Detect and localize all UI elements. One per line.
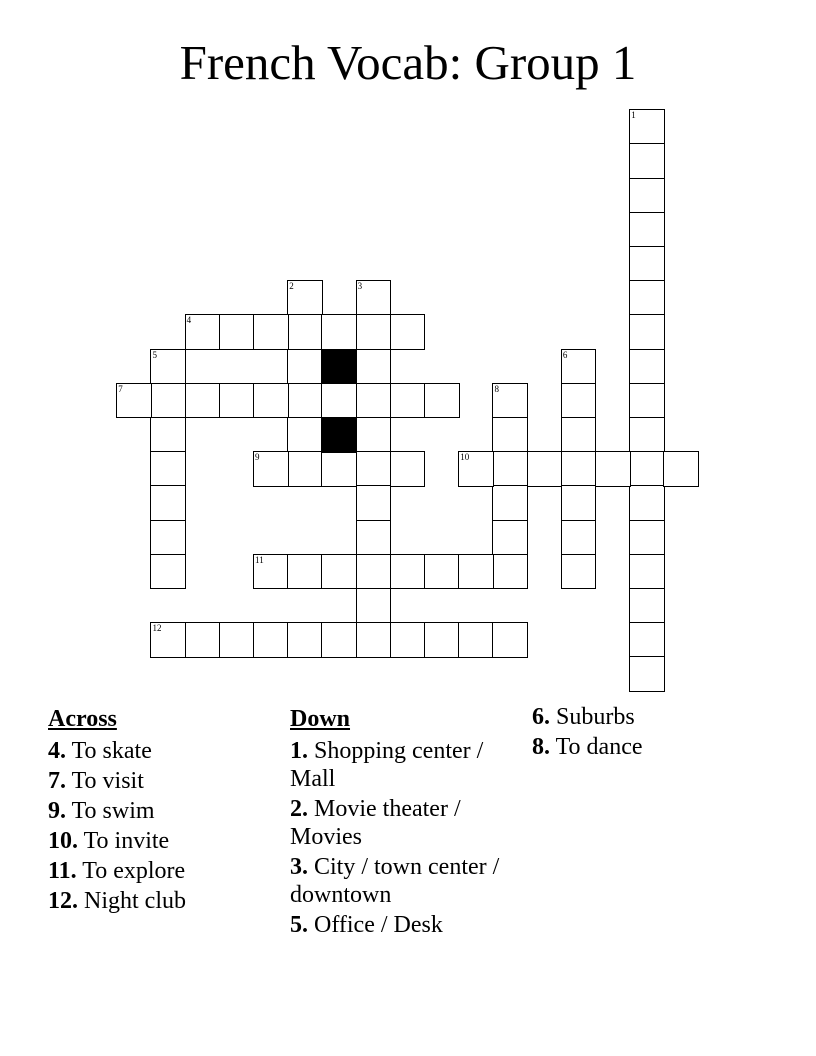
crossword-cell[interactable] <box>663 451 699 487</box>
crossword-cell[interactable] <box>629 314 665 350</box>
crossword-cell[interactable] <box>321 622 357 658</box>
crossword-cell[interactable] <box>629 485 665 521</box>
crossword-cell[interactable] <box>629 178 665 214</box>
crossword-cell[interactable] <box>492 417 528 453</box>
crossword-cell[interactable] <box>629 520 665 556</box>
crossword-cell[interactable] <box>390 451 426 487</box>
crossword-cell[interactable] <box>219 622 255 658</box>
crossword-cell[interactable] <box>219 383 255 419</box>
cell-number: 7 <box>118 383 123 394</box>
crossword-cell[interactable] <box>629 383 665 419</box>
crossword-cell[interactable] <box>150 451 186 487</box>
crossword-cell[interactable] <box>185 383 221 419</box>
crossword-cell[interactable] <box>561 554 597 590</box>
clue-across-7: 7. To visit <box>48 768 144 794</box>
crossword-cell[interactable] <box>629 554 665 590</box>
clue-across-9: 9. To swim <box>48 798 155 824</box>
crossword-cell[interactable] <box>390 554 426 590</box>
clue-down-6: 6. Suburbs <box>532 704 635 730</box>
crossword-cell[interactable] <box>629 588 665 624</box>
crossword-cell[interactable] <box>287 314 323 350</box>
crossword-cell[interactable] <box>287 554 323 590</box>
crossword-cell[interactable] <box>150 520 186 556</box>
crossword-cell[interactable] <box>629 246 665 282</box>
crossword-cell[interactable] <box>527 451 563 487</box>
crossword-cell[interactable] <box>253 554 289 590</box>
crossword-cell[interactable] <box>424 383 460 419</box>
clue-down-8: 8. To dance <box>532 734 643 760</box>
crossword-cell[interactable] <box>287 451 323 487</box>
crossword-cell[interactable] <box>458 451 494 487</box>
crossword-cell[interactable] <box>356 554 392 590</box>
crossword-cell[interactable] <box>629 417 665 453</box>
crossword-block-cell <box>321 417 357 453</box>
crossword-cell[interactable] <box>492 485 528 521</box>
crossword-cell[interactable] <box>356 280 392 316</box>
crossword-cell[interactable] <box>253 622 289 658</box>
crossword-cell[interactable] <box>424 622 460 658</box>
crossword-cell[interactable] <box>390 314 426 350</box>
crossword-cell[interactable] <box>253 314 289 350</box>
crossword-cell[interactable] <box>492 622 528 658</box>
cell-number: 5 <box>152 349 157 360</box>
crossword-cell[interactable] <box>253 383 289 419</box>
crossword-cell[interactable] <box>356 417 392 453</box>
crossword-cell[interactable] <box>253 451 289 487</box>
crossword-cell[interactable] <box>629 622 665 658</box>
crossword-cell[interactable] <box>356 588 392 624</box>
crossword-cell[interactable] <box>561 485 597 521</box>
crossword-block-cell <box>321 349 357 385</box>
down-clues-continued <box>532 703 772 763</box>
crossword-cell[interactable] <box>629 212 665 248</box>
crossword-cell[interactable] <box>150 554 186 590</box>
crossword-cell[interactable] <box>356 349 392 385</box>
crossword-cell[interactable] <box>458 622 494 658</box>
crossword-cell[interactable] <box>356 622 392 658</box>
crossword-cell[interactable] <box>356 485 392 521</box>
crossword-cell[interactable] <box>287 280 323 316</box>
crossword-cell[interactable] <box>492 383 528 419</box>
crossword-cell[interactable] <box>219 314 255 350</box>
crossword-cell[interactable] <box>321 554 357 590</box>
crossword-cell[interactable] <box>287 383 323 419</box>
clue-across-12: 12. Night club <box>48 888 186 914</box>
crossword-cell[interactable] <box>390 622 426 658</box>
down-clues <box>290 703 518 941</box>
crossword-cell[interactable] <box>356 451 392 487</box>
crossword-cell[interactable] <box>116 383 152 419</box>
cell-number: 2 <box>289 281 294 292</box>
crossword-cell[interactable] <box>356 314 392 350</box>
crossword-cell[interactable] <box>561 383 597 419</box>
crossword-cell[interactable] <box>150 622 186 658</box>
clue-down-5: 5. Office / Desk <box>290 912 443 938</box>
across-clues <box>48 703 278 917</box>
crossword-cell[interactable] <box>629 280 665 316</box>
crossword-cell[interactable] <box>561 349 597 385</box>
cell-number: 8 <box>494 383 499 394</box>
crossword-cell[interactable] <box>321 451 357 487</box>
crossword-cell[interactable] <box>287 349 323 385</box>
across-heading: Across <box>48 706 117 732</box>
down-heading: Down <box>290 706 351 732</box>
clue-across-11: 11. To explore <box>48 858 186 884</box>
crossword-cell[interactable] <box>321 314 357 350</box>
cell-number: 3 <box>357 281 363 292</box>
clue-across-10: 10. To invite <box>48 828 170 854</box>
cell-number: 10 <box>460 452 470 463</box>
crossword-cell[interactable] <box>356 383 392 419</box>
crossword-cell[interactable] <box>287 622 323 658</box>
crossword-cell[interactable] <box>150 383 186 419</box>
crossword-cell[interactable] <box>287 417 323 453</box>
clue-down-3: 3. City / town center / downtown <box>290 854 500 908</box>
cell-number: 4 <box>186 315 192 326</box>
crossword-cell[interactable] <box>561 451 597 487</box>
crossword-cell[interactable] <box>629 451 665 487</box>
crossword-cell[interactable] <box>629 143 665 179</box>
crossword-cell[interactable] <box>561 417 597 453</box>
clue-down-2: 2. Movie theater / Movies <box>290 796 461 850</box>
clue-down-1: 1. Shopping center / Mall <box>290 738 484 792</box>
crossword-cell[interactable] <box>150 485 186 521</box>
cell-number: 11 <box>255 554 264 565</box>
crossword-cell[interactable] <box>629 109 665 145</box>
crossword-cell[interactable] <box>458 554 494 590</box>
cell-number: 12 <box>152 623 162 634</box>
cell-number: 1 <box>631 110 636 121</box>
crossword-cell[interactable] <box>390 383 426 419</box>
crossword-cell[interactable] <box>595 451 631 487</box>
page-title: French Vocab: Group 1 <box>179 35 637 90</box>
crossword-cell[interactable] <box>185 622 221 658</box>
crossword-cell[interactable] <box>629 349 665 385</box>
clue-across-4: 4. To skate <box>48 738 152 764</box>
crossword-cell[interactable] <box>561 520 597 556</box>
crossword-cell[interactable] <box>629 656 665 692</box>
crossword-cell[interactable] <box>150 417 186 453</box>
crossword-cell[interactable] <box>424 554 460 590</box>
crossword-cell[interactable] <box>150 349 186 385</box>
cell-number: 6 <box>562 349 568 360</box>
crossword-cell[interactable] <box>492 451 528 487</box>
crossword-cell[interactable] <box>492 554 528 590</box>
crossword-cell[interactable] <box>356 520 392 556</box>
crossword-cell[interactable] <box>321 383 357 419</box>
crossword-cell[interactable] <box>185 314 221 350</box>
cell-number: 9 <box>255 452 260 463</box>
crossword-cell[interactable] <box>492 520 528 556</box>
